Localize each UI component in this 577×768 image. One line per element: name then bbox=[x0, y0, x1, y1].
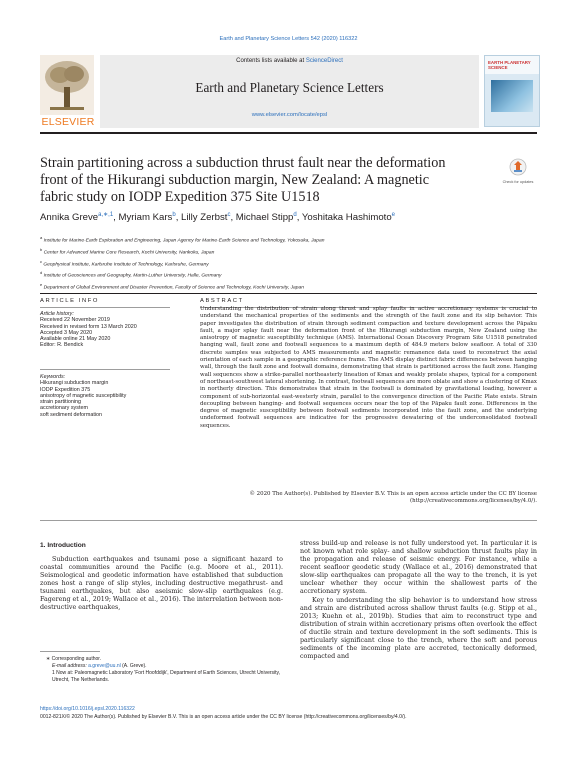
copyright-line: 0012-821X/© 2020 The Author(s). Published by Elsevier B.V. This is an open access article under the CC BY license (http://creativecommons.org/licenses/by/4.0/). bbox=[40, 714, 407, 720]
contents-prefix: Contents lists available at bbox=[236, 58, 306, 64]
check-for-updates-badge[interactable] bbox=[500, 158, 536, 192]
affiliation-marker: a bbox=[40, 235, 43, 240]
affiliation-marker: e bbox=[40, 282, 43, 288]
keyword-item: soft sediment deformation bbox=[40, 411, 103, 418]
email-link[interactable]: a.greve@uu.nl bbox=[88, 663, 121, 669]
history-label: Article history: bbox=[40, 311, 74, 317]
note1-text: Paleomagnetic Laboratory 'Fort Hoofddijk', Department of Earth Sciences, Utrecht University, Utrecht, The Netherlands. bbox=[52, 670, 281, 683]
journal-homepage-link[interactable]: www.elsevier.com/locate/epsl bbox=[251, 112, 328, 118]
sciencedirect-link[interactable]: ScienceDirect bbox=[305, 58, 343, 64]
footnotes bbox=[40, 656, 283, 684]
keyword-item: accretionary system bbox=[40, 405, 88, 412]
license-statement[interactable]: © 2020 The Author(s). Published by Elsevier B.V. This is an open access article under the CC BY license (http://creativecommons.org/licenses/by/4.0/). bbox=[249, 491, 537, 505]
affiliation-item bbox=[40, 258, 537, 270]
affiliation-text: Institute of Geosciences and Geography, Martin-Luther University, Halle, Germany bbox=[42, 274, 222, 280]
doi-link[interactable]: https://doi.org/10.1016/j.epsl.2020.116322 bbox=[40, 706, 135, 712]
contents-line bbox=[100, 58, 479, 64]
intro-paragraph-1: Subduction earthquakes and tsunami pose a significant hazard to coastal communities around the Pacific (e.g. Moore et al., 2011). Seismological and geodetic information have established that subduction zones host a range of slip styles, including destructive megathrust- and tsunami earthquakes, but also aseismic slow-slip earthquakes (e.g. Fagereng et al., 2019; Wallace et al., 2016). The interrelation between non-destructive earthquakes, bbox=[40, 556, 283, 612]
journal-reference[interactable]: Earth and Planetary Science Letters 542 (2020) 116322 bbox=[219, 36, 358, 42]
intro-right-column bbox=[300, 540, 537, 661]
publisher-wordmark: ELSEVIER bbox=[41, 116, 95, 128]
affiliations bbox=[40, 234, 537, 293]
intro-paragraph-2: stress build-up and release is not fully understood yet. In particular it is not known what role splay- and shallow subduction thrust faults play in the propagation and release of seismic energy. For instance, while a recent seafloor geodetic study (Wallace et al., 2016) demonstrated that slow-slip earthquakes can propagate all the way to the trench, it is yet unclear whether they occur within the shallowest parts of the accretionary system. bbox=[300, 540, 537, 596]
keywords bbox=[40, 374, 170, 418]
keyword-item: strain partitioning bbox=[40, 399, 82, 406]
abstract-text: Understanding the distribution of strain along thrust and splay faults in active accretionary systems is crucial to understand the mechanical properties of the sediments and the strength of the fault zone and its slip behavior. This paper investigates the distribution of strain through sediment compaction and texture development across the Pāpaku fault, a major splay fault near the deformation front of the Hikurangi subduction margin, New Zealand using the anisotropy of magnetic susceptibility technique (AMS). International Ocean Discovery Program Site U1518 penetrated hanging wall, fault zone and footwall sequences to a maximum depth of 484.9 meters below seafloor. A total of 330 discrete samples was subjected to AMS measurements and magnetic remanence data used to reconstruct the axial orientation of each sample in a geographic reference frame. The AMS display distinct fabric differences between hanging wall, through the fault zone and footwall domains, demonstrating that strain is partitioned across the fault zone. Hanging wall sequences show a strike-parallel northeasterly lineation of Kmax and weakly prolate shapes, typical for a component of northeast-southwest lateral shortening. In contrast, footwall sequences are more oblate and show a clustering of Kmax in northerly direction. This demonstrates that strain in the footwall is dominated by gravitational loading, however a component of sub-horizontal east-westerly strain, parallel to the convergence direction of the Pacific Plate exists. Strain decoupling between hanging- and footwall sequences occurs near the top of the Pāpaku fault zone. Differences in the degree of magnetic susceptibility between footwall sediments incorporated into the fault zone, and the underlying undeformed footwall sequences are indicative for the progressive dewatering of the underconsolidated footwall sequences. bbox=[200, 306, 537, 429]
keyword-item: anisotropy of magnetic susceptibility bbox=[40, 392, 127, 399]
affiliation-marker: c bbox=[40, 258, 42, 264]
history-item: Editor: R. Bendick bbox=[40, 342, 84, 349]
affiliation-change-note bbox=[40, 670, 283, 684]
header-rule bbox=[40, 132, 537, 134]
article-title: Strain partitioning across a subduction thrust fault near the deformation front of the Hikurangi subduction margin, New Zealand: A magnetic fabric study on IODP Expedition 375 Site U1518 bbox=[40, 155, 446, 206]
author-list: Annika Greve$^{a,∗,1}$, Myriam Kars$^b$, Lilly Zerbst$^c$, Michael Stipp$^d$, Yoshitaka Hashimoto$^e$ bbox=[40, 212, 396, 224]
email-label: E-mail address: bbox=[52, 663, 89, 669]
affiliation-item bbox=[40, 269, 537, 281]
keyword-item: Hikurangi subduction margin bbox=[40, 380, 109, 387]
email-note bbox=[40, 663, 283, 670]
doi-block bbox=[40, 705, 537, 721]
affiliation-text: Center for Advanced Marine Core Research, Kochi University, Nankoku, Japan bbox=[42, 250, 215, 256]
elsevier-tree-logo bbox=[40, 55, 94, 119]
note1-label: 1 Now at: bbox=[52, 670, 75, 676]
history-list bbox=[40, 317, 170, 348]
author-affiliation-marker[interactable]: c bbox=[227, 212, 231, 218]
article-info-label: ARTICLE INFO bbox=[40, 298, 100, 304]
section-heading-introduction: 1. Introduction bbox=[40, 542, 86, 549]
check-updates-icon bbox=[509, 158, 527, 176]
affiliation-text: Institute for Marine-Earth Exploration and Engineering, Japan Agency for Marine-Earth Science and Technology, Yokosuka, Japan bbox=[42, 238, 325, 244]
email-suffix: (A. Greve). bbox=[120, 663, 147, 669]
cover-title: EARTH PLANETARY SCIENCE bbox=[488, 60, 531, 70]
history-item: Received in revised form 13 March 2020 bbox=[40, 323, 137, 330]
affiliation-text: Geophysical Institute, Karlsruhe Institute of Technology, Karlsruhe, Germany bbox=[42, 262, 209, 268]
affiliation-marker: b bbox=[40, 246, 43, 252]
author-name[interactable]: Myriam Kars bbox=[118, 212, 173, 224]
author-name[interactable]: Yoshitaka Hashimoto bbox=[301, 212, 392, 224]
abstract-label: ABSTRACT bbox=[200, 298, 244, 304]
check-updates-label: Check for updates bbox=[502, 180, 534, 184]
affiliation-marker: d bbox=[40, 270, 43, 276]
corresponding-author-note: ∗ Corresponding author. bbox=[46, 656, 102, 662]
journal-title: Earth and Planetary Science Letters bbox=[195, 80, 384, 95]
author-affiliation-marker[interactable]: e bbox=[391, 212, 396, 218]
keywords-rule bbox=[40, 369, 170, 370]
affiliation-text: Department of Global Environment and Disaster Prevention, Faculty of Science and Technology, Kochi University, Japan bbox=[42, 285, 304, 291]
keyword-item: IODP Expedition 375 bbox=[40, 386, 91, 393]
author-affiliation-marker[interactable]: b bbox=[172, 212, 176, 218]
history-item: Received 22 November 2019 bbox=[40, 317, 110, 324]
history-item: Available online 21 May 2020 bbox=[40, 336, 111, 343]
keyword-list bbox=[40, 380, 170, 418]
footnote-rule bbox=[40, 651, 100, 652]
intro-left-column bbox=[40, 556, 283, 613]
author-name[interactable]: Annika Greve bbox=[40, 212, 99, 224]
affiliation-item bbox=[40, 281, 537, 293]
affiliation-item bbox=[40, 246, 537, 258]
author-name[interactable]: Lilly Zerbst bbox=[181, 212, 228, 224]
abstract-end-rule bbox=[40, 520, 537, 521]
section-rule bbox=[40, 293, 537, 294]
keywords-label: Keywords: bbox=[40, 374, 66, 380]
journal-cover-thumbnail bbox=[484, 55, 540, 127]
affiliation-item bbox=[40, 234, 537, 246]
author-name[interactable]: Michael Stipp bbox=[235, 212, 294, 224]
author-affiliation-marker[interactable]: d bbox=[293, 212, 297, 218]
history-item: Accepted 3 May 2020 bbox=[40, 329, 93, 336]
article-history bbox=[40, 311, 170, 349]
info-rule bbox=[40, 307, 170, 308]
intro-paragraph-3: Key to understanding the slip behavior is to understand how stress and strain are distributed across shallow thrust faults (e.g. Stipp et al., 2013; Kuehn et al., 2019b). Studies that aim to reconstruct type and distribution of strain within accretionary prisms often overlook the effect of ductile strain and texture development in the soft sediments. This is particularly significant close to the trench, where the soft and porous sediments of the incoming plate are accreted, tectonically deformed, compacted and bbox=[300, 596, 537, 661]
author-affiliation-marker[interactable]: a,∗,1 bbox=[98, 212, 114, 218]
